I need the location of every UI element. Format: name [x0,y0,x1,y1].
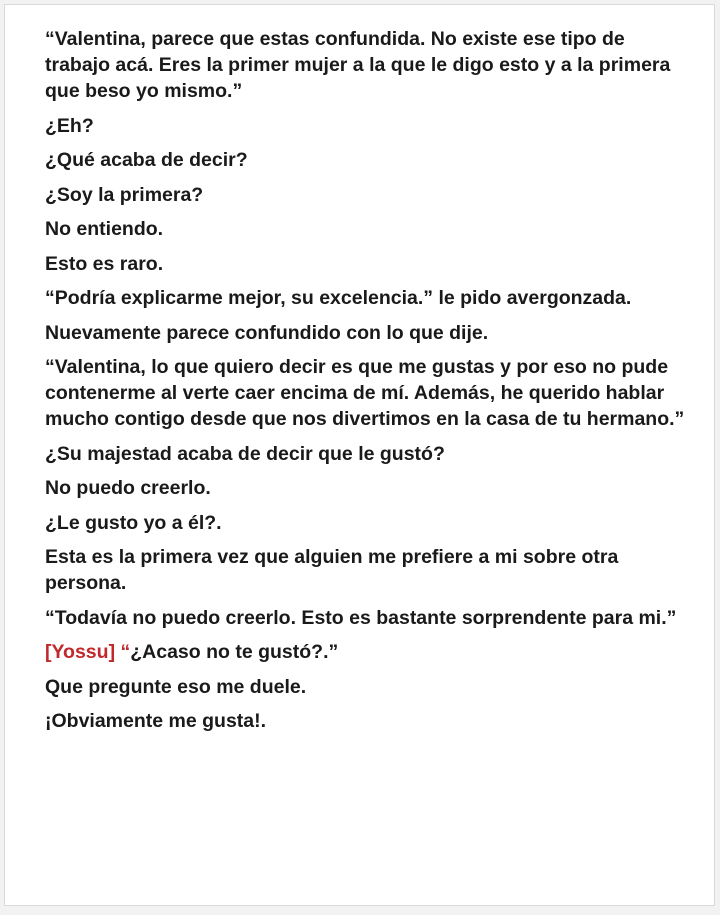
paragraph: ¿Soy la primera? [45,183,204,206]
document-body [45,26,685,743]
paragraph: ¿Eh? [45,114,94,137]
paragraph: ¿Qué acaba de decir? [45,149,248,171]
paragraph: “Valentina, lo que quiero decir es que me gustas y por eso no pude contenerme al verte caer encima de mí. Además, he querido hablar mucho contigo desde que nos divertimos en la casa de tu hermano.” [45,356,685,430]
paragraph: ¿Su majestad acaba de decir que le gustó? [45,442,445,465]
paragraph: Que pregunte eso me duele. [45,675,307,698]
paragraph: ¿Le gusto yo a él?. [45,511,222,534]
paragraph: ¡Obviamente me gusta!. [45,710,267,732]
paragraph: “Podría explicarme mejor, su excelencia.” le pido avergonzada. [45,287,632,309]
paragraph: Esto es raro. [45,252,164,275]
dialogue-line [45,639,685,665]
paragraph: “Valentina, parece que estas confundida. No existe ese tipo de trabajo acá. Eres la primer mujer a la que le digo esto y a la primera que beso yo mismo.” [45,28,671,102]
document-page [4,4,715,906]
paragraph: No entiendo. [45,218,164,240]
paragraph: No puedo creerlo. [45,477,211,499]
speaker-tag: [Yossu] “ [45,641,131,663]
paragraph: “Todavía no puedo creerlo. Esto es bastante sorprendente para mi.” [45,606,677,629]
paragraph: Nuevamente parece confundido con lo que dije. [45,321,489,344]
paragraph: Esta es la primera vez que alguien me prefiere a mi sobre otra persona. [45,546,619,594]
dialogue-text: ¿Acaso no te gustó?.” [130,641,339,663]
